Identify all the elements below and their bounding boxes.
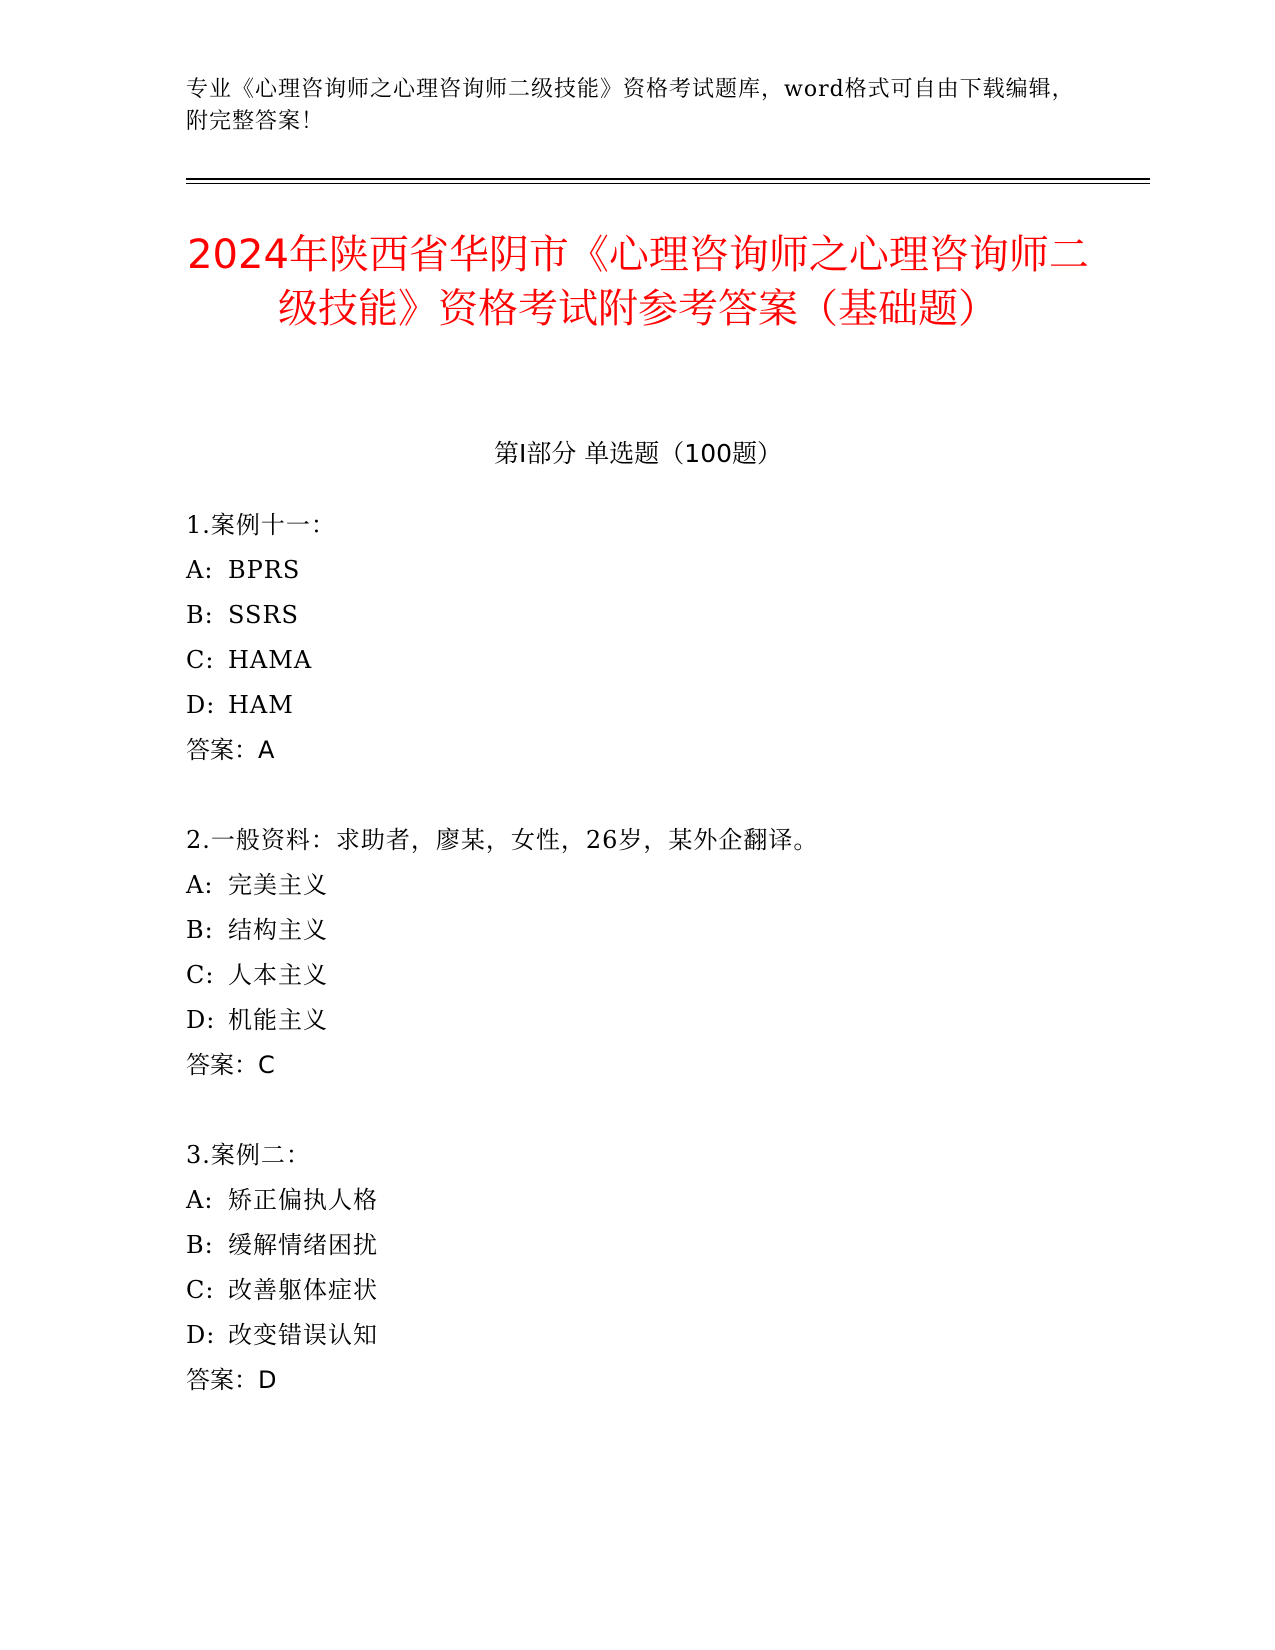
option-text: 机能主义 [228,1006,328,1034]
header-rule-thick [186,178,1150,180]
option-text: 人本主义 [228,961,328,989]
option-a [186,1178,1086,1223]
option-text: HAM [228,691,294,719]
section-title: 第Ⅰ部分 单选题（100题） [493,439,783,468]
option-letter: A: [186,556,214,584]
option-text: 完美主义 [228,871,328,899]
option-text: SSRS [228,601,299,629]
option-b [186,908,1086,953]
option-c [186,1268,1086,1313]
option-d [186,998,1086,1043]
option-text: 改善躯体症状 [228,1276,378,1304]
option-letter: B: [186,1231,214,1259]
option-letter: D: [186,1321,216,1349]
option-c [186,638,1086,683]
option-b [186,593,1086,638]
option-letter: D: [186,1006,216,1034]
option-a [186,863,1086,908]
answer-line: 答案：A [186,736,275,764]
answer-line: 答案：D [186,1366,277,1394]
option-d [186,683,1086,728]
option-letter: C: [186,961,215,989]
option-b [186,1223,1086,1268]
option-a [186,548,1086,593]
option-text: HAMA [228,646,313,674]
option-letter: C: [186,1276,215,1304]
header-rule-thin [186,183,1150,184]
option-letter: B: [186,601,214,629]
document-title: 2024年陕西省华阴市《心理咨询师之心理咨询师二级技能》资格考试附参考答案（基础题） [187,232,1089,332]
question-1 [186,503,1086,773]
answer-line: 答案：C [186,1051,275,1079]
option-text: BPRS [228,556,301,584]
option-letter: A: [186,871,214,899]
option-c [186,953,1086,998]
question-3 [186,1133,1086,1403]
option-letter: C: [186,646,215,674]
option-text: 缓解情绪困扰 [228,1231,378,1259]
option-letter: D: [186,691,216,719]
option-text: 结构主义 [228,916,328,944]
option-text: 矫正偏执人格 [228,1186,378,1214]
question-2 [186,818,1086,1088]
option-text: 改变错误认知 [228,1321,378,1349]
option-letter: A: [186,1186,214,1214]
option-letter: B: [186,916,214,944]
question-stem: 3.案例二： [186,1141,311,1169]
option-d [186,1313,1086,1358]
header-note: 专业《心理咨询师之心理咨询师二级技能》资格考试题库，word格式可自由下载编辑，附完整答案！ [186,77,1075,134]
question-stem: 2.一般资料：求助者，廖某，女性，26岁，某外企翻译。 [186,826,819,854]
question-stem: 1.案例十一： [186,511,336,539]
